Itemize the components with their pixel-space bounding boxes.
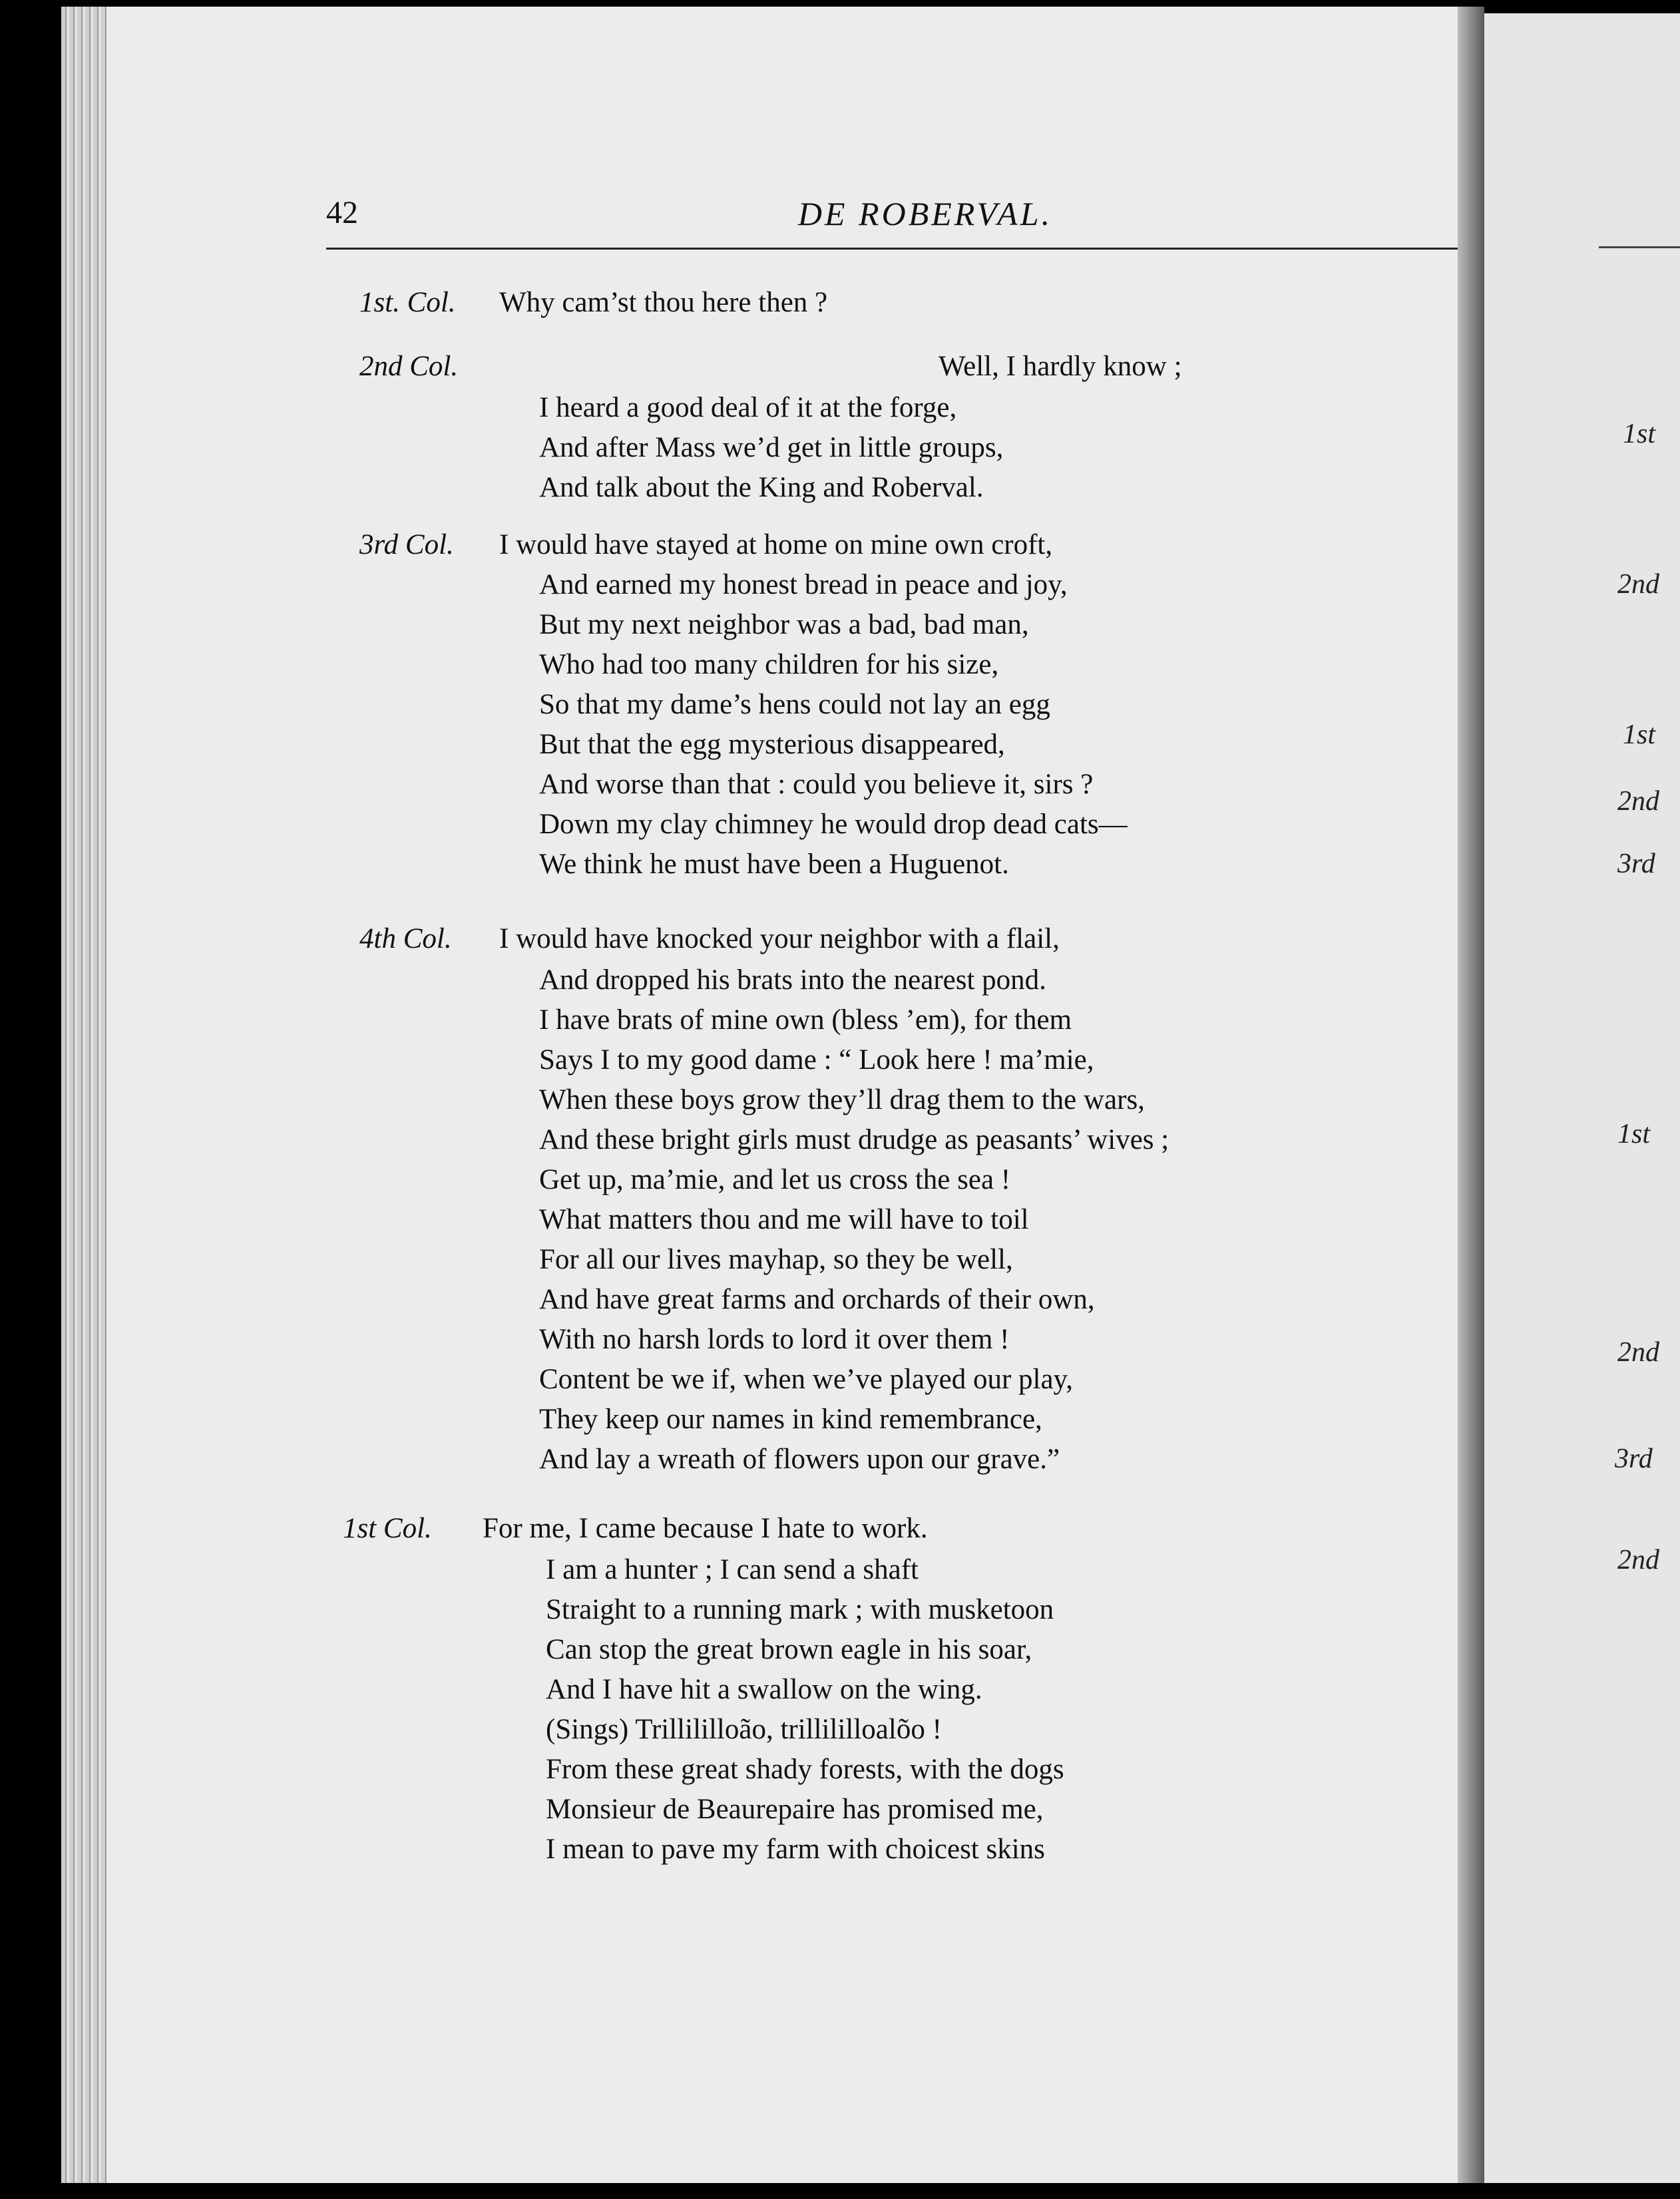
verse-line: We think he must have been a Huguenot. [539,849,1009,880]
verse-line: Monsieur de Beaurepaire has promised me, [546,1794,1044,1825]
verse-line: They keep our names in kind remembrance, [539,1404,1042,1435]
verse-line: Down my clay chimney he would drop dead cats— [539,809,1128,840]
speaker-label: 4th Col. [359,923,452,954]
verse-line: With no harsh lords to lord it over them ! [539,1324,1010,1355]
facing-header-rule [1599,246,1680,248]
verse-line: Get up, ma’mie, and let us cross the sea ! [539,1164,1011,1195]
verse-line: But my next neighbor was a bad, bad man, [539,609,1029,640]
verse-line: When these boys grow they’ll drag them to the wars, [539,1084,1145,1115]
verse-line: And after Mass we’d get in little groups, [539,432,1004,463]
verse-line: Content be we if, when we’ve played our play, [539,1364,1074,1395]
verse-line: Who had too many children for his size, [539,649,999,680]
facing-speaker-label: 2nd [1617,786,1659,817]
page-number: 42 [326,195,358,230]
verse-line: I mean to pave my farm with choicest skins [546,1834,1045,1865]
verse-line: Why cam’st thou here then ? [499,287,828,318]
verse-line: So that my dame’s hens could not lay an egg [539,689,1050,720]
gutter-shadow [1458,7,1484,2183]
verse-line: And earned my honest bread in peace and joy, [539,569,1068,600]
verse-line: And lay a wreath of flowers upon our grave.” [539,1444,1060,1475]
verse-line: What matters thou and me will have to toil [539,1204,1029,1235]
verse-line: And worse than that : could you believe it, sirs ? [539,769,1094,800]
verse-line: I would have knocked your neighbor with a flail, [499,923,1060,954]
speaker-label: 2nd Col. [359,351,459,382]
facing-speaker-label: 1st [1617,1119,1651,1149]
facing-page-fragment [1484,13,1680,2183]
speaker-label: 3rd Col. [359,529,454,560]
verse-line: And talk about the King and Roberval. [539,472,984,503]
verse-line: I heard a good deal of it at the forge, [539,392,957,423]
verse-line: From these great shady forests, with the dogs [546,1754,1064,1785]
page-edges [61,7,108,2183]
verse-line: Well, I hardly know ; [939,351,1182,382]
facing-speaker-label: 2nd [1617,1337,1659,1368]
verse-line: And have great farms and orchards of their own, [539,1284,1095,1315]
facing-speaker-label: 2nd [1617,1545,1659,1575]
verse-line: (Sings) Trillililloão, trillililloalõo ! [546,1714,942,1745]
verse-line: I would have stayed at home on mine own croft, [499,529,1053,560]
verse-line: And these bright girls must drudge as peasants’ wives ; [539,1124,1169,1155]
speaker-label: 1st. Col. [359,287,456,318]
facing-speaker-label: 1st [1623,719,1656,750]
facing-speaker-label: 2nd [1617,569,1659,600]
verse-line: But that the egg mysterious disappeared, [539,729,1005,760]
verse-line: Can stop the great brown eagle in his soar, [546,1634,1032,1665]
verse-line: For me, I came because I hate to work. [483,1513,928,1544]
facing-speaker-label: 1st [1623,419,1656,449]
header-rule [326,248,1458,250]
verse-line: Says I to my good dame : “ Look here ! ma’mie, [539,1044,1094,1076]
running-head [106,194,1478,241]
verse-line: I have brats of mine own (bless ’em), for them [539,1004,1072,1036]
verse-line: For all our lives mayhap, so they be well, [539,1244,1013,1275]
facing-speaker-label: 3rd [1615,1444,1653,1474]
verse-line: And I have hit a swallow on the wing. [546,1674,982,1705]
facing-speaker-label: 3rd [1617,849,1655,879]
speaker-label: 1st Col. [343,1513,432,1544]
left-page [106,7,1478,2183]
verse-line: And dropped his brats into the nearest pond. [539,964,1046,996]
verse-line: Straight to a running mark ; with musketoon [546,1594,1054,1625]
verse-line: I am a hunter ; I can send a shaft [546,1554,919,1585]
page-title: DE ROBERVAL. [797,195,1053,232]
